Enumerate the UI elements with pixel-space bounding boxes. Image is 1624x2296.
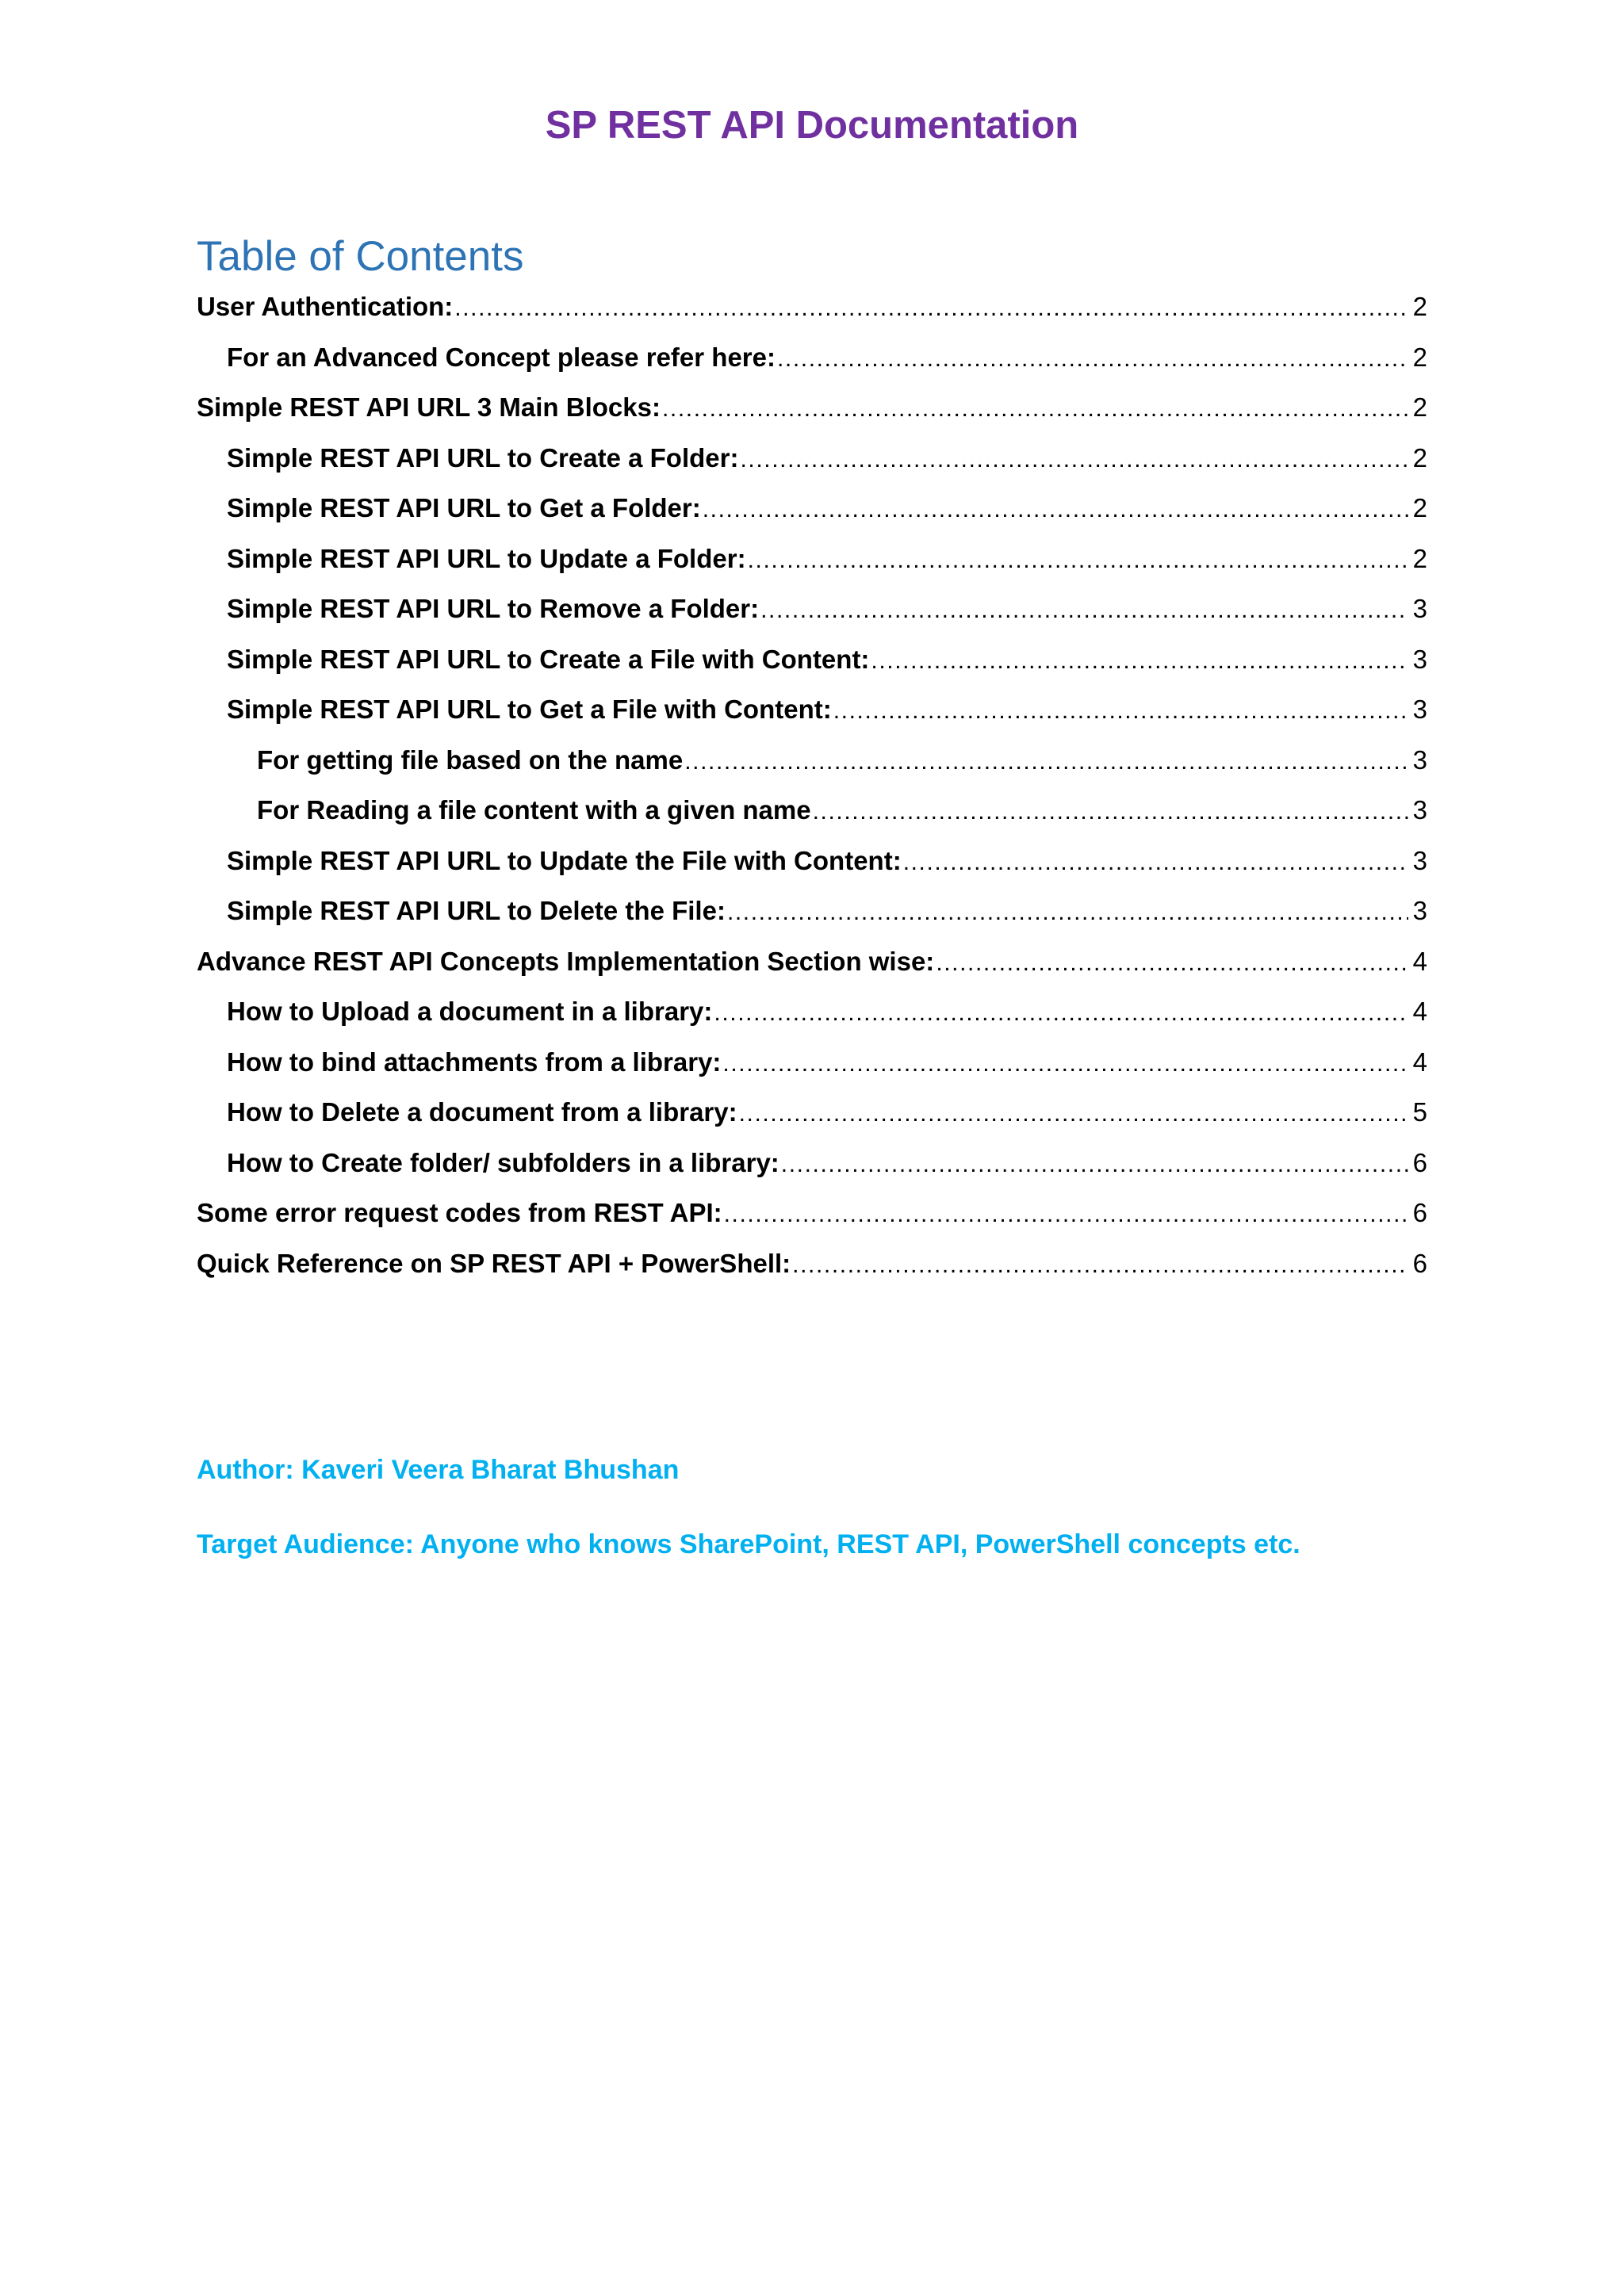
toc-page-number: 4 — [1412, 997, 1427, 1026]
toc-entry[interactable] — [197, 836, 1427, 886]
toc-entry[interactable] — [197, 584, 1427, 634]
toc-dot-leader — [454, 283, 1408, 334]
toc-dot-leader — [792, 1240, 1408, 1291]
toc-page-number: 2 — [1412, 342, 1427, 372]
toc-entry[interactable] — [197, 735, 1427, 786]
document-title: SP REST API Documentation — [545, 104, 1079, 147]
toc-dot-leader — [760, 585, 1408, 636]
toc-entry-label: For an Advanced Concept please refer here: — [227, 342, 776, 372]
toc-entry-label: How to bind attachments from a library: — [227, 1047, 722, 1077]
toc-entry[interactable] — [197, 684, 1427, 735]
toc-entry-label: Some error request codes from REST API: — [197, 1198, 722, 1227]
toc-page-number: 3 — [1412, 644, 1427, 674]
toc-entry-label: How to Delete a document from a library: — [227, 1097, 737, 1127]
toc-entry[interactable] — [197, 281, 1427, 332]
toc-dot-leader — [813, 786, 1408, 837]
toc-page-number: 3 — [1412, 896, 1427, 925]
toc-page-number: 6 — [1412, 1248, 1427, 1278]
toc-page-number: 4 — [1412, 1047, 1427, 1077]
author-line: Author: Kaveri Veera Bharat Bhushan — [197, 1455, 680, 1485]
toc-entry-label: Simple REST API URL to Get a File with Content: — [227, 695, 832, 724]
toc-entry[interactable] — [197, 1138, 1427, 1188]
toc-page-number: 6 — [1412, 1198, 1427, 1227]
toc-entry[interactable] — [197, 1087, 1427, 1138]
toc-dot-leader — [903, 837, 1408, 888]
toc-entry-label: Simple REST API URL to Remove a Folder: — [227, 594, 760, 623]
toc-entry[interactable] — [197, 1238, 1427, 1289]
toc-entry[interactable] — [197, 382, 1427, 433]
toc-page-number: 3 — [1412, 795, 1427, 825]
toc-entry-label: User Authentication: — [197, 292, 454, 321]
toc-entry[interactable] — [197, 534, 1427, 584]
toc-entry[interactable] — [197, 986, 1427, 1037]
toc-entry-label: How to Upload a document in a library: — [227, 997, 713, 1026]
toc-page-number: 2 — [1412, 442, 1427, 473]
toc-entry[interactable] — [197, 332, 1427, 383]
toc-page-number: 3 — [1412, 695, 1427, 724]
toc-dot-leader — [714, 988, 1408, 1039]
toc-entry[interactable] — [197, 936, 1427, 987]
toc-page-number: 6 — [1412, 1147, 1427, 1177]
toc-entry-label: For getting file based on the name — [257, 744, 684, 775]
toc-page-number: 2 — [1412, 543, 1427, 573]
toc-page-number: 2 — [1412, 392, 1427, 422]
toc-dot-leader — [833, 686, 1408, 737]
toc-entry[interactable] — [197, 483, 1427, 534]
toc-dot-leader — [740, 434, 1408, 485]
toc-page-number: 4 — [1412, 946, 1427, 976]
toc-entry-label: How to Create folder/ subfolders in a library: — [227, 1147, 779, 1177]
toc-entry-label: Simple REST API URL to Delete the File: — [227, 896, 726, 925]
toc-dot-leader — [936, 938, 1408, 989]
toc-dot-leader — [777, 334, 1408, 385]
toc-page-number: 3 — [1412, 845, 1427, 875]
toc-dot-leader — [724, 1189, 1408, 1240]
toc-entry[interactable] — [197, 1037, 1427, 1088]
toc-entry[interactable] — [197, 1188, 1427, 1238]
toc-entry-label: Simple REST API URL to Update a Folder: — [227, 543, 746, 573]
toc-page-number: 2 — [1412, 292, 1427, 321]
toc-page-number: 2 — [1412, 493, 1427, 522]
toc-entry-label: Quick Reference on SP REST API + PowerShell: — [197, 1248, 791, 1278]
toc-page-number: 3 — [1412, 744, 1427, 775]
toc-dot-leader — [871, 636, 1408, 687]
toc-entry[interactable] — [197, 634, 1427, 685]
toc-entry[interactable] — [197, 785, 1427, 836]
toc-entry-label: Simple REST API URL to Create a Folder: — [227, 442, 739, 473]
toc-dot-leader — [703, 484, 1408, 535]
toc-dot-leader — [684, 737, 1408, 787]
toc-entry[interactable] — [197, 886, 1427, 936]
toc-entry-label: Simple REST API URL 3 Main Blocks: — [197, 392, 661, 422]
table-of-contents — [197, 281, 1427, 1288]
toc-dot-leader — [722, 1039, 1408, 1089]
toc-dot-leader — [727, 887, 1408, 938]
toc-entry-label: For Reading a file content with a given name — [257, 795, 811, 825]
toc-entry[interactable] — [197, 433, 1427, 484]
toc-page-number: 5 — [1412, 1097, 1427, 1127]
toc-page-number: 3 — [1412, 594, 1427, 623]
target-audience-line: Target Audience: Anyone who knows SharePoint, REST API, PowerShell concepts etc. — [197, 1529, 1300, 1559]
toc-dot-leader — [748, 535, 1408, 586]
toc-entry-label: Simple REST API URL to Create a File with Content: — [227, 644, 870, 674]
toc-heading: Table of Contents — [197, 233, 524, 280]
toc-dot-leader — [662, 384, 1408, 434]
toc-entry-label: Simple REST API URL to Update the File with Content: — [227, 845, 902, 875]
toc-entry-label: Simple REST API URL to Get a Folder: — [227, 493, 701, 522]
toc-entry-label: Advance REST API Concepts Implementation Section wise: — [197, 946, 935, 976]
toc-dot-leader — [739, 1089, 1408, 1139]
toc-dot-leader — [781, 1139, 1408, 1190]
